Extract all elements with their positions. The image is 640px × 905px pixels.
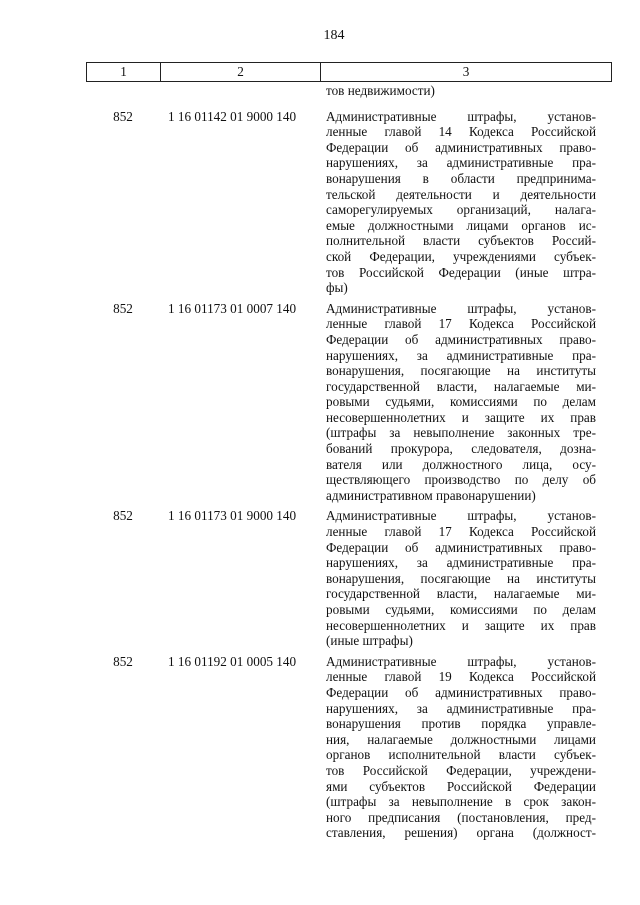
description-line: органов исполнительной власти субъек-: [326, 747, 596, 763]
description-line: ями субъектов Российской Федерации: [326, 778, 596, 794]
header-col-2: 2: [161, 63, 321, 81]
description-line: (штрафы за невыполнение в срок закон-: [326, 794, 596, 810]
table-row: [86, 654, 612, 841]
description-line: Федерации об административных право-: [326, 331, 596, 347]
description-line: вонарушения против порядка управле-: [326, 716, 596, 732]
description-line: Федерации об административных право-: [326, 684, 596, 700]
description-line: ленные главой 17 Кодекса Российской: [326, 524, 596, 540]
table-header: [86, 62, 612, 82]
budget-classification-code-cell: 1 16 01192 01 0005 140: [168, 653, 297, 669]
description-line: вателя или должностного лица, осу-: [326, 456, 596, 472]
description-line: ровыми судьями, комиссиями по делам: [326, 394, 596, 410]
table-row: [86, 301, 612, 504]
description-cell: [320, 654, 610, 841]
description-line: ставления, решения) органа (должност-: [326, 825, 596, 841]
admin-code-cell: [86, 83, 160, 99]
header-col-3: 3: [462, 64, 470, 79]
table-row: [86, 508, 612, 648]
description-line: ской Федерации, учреждениями субъек-: [326, 248, 596, 264]
description-line: несовершеннолетних и защите их прав: [326, 617, 596, 633]
budget-classification-code-cell: 1 16 01142 01 9000 140: [168, 108, 297, 124]
budget-classification-code-cell: [160, 83, 320, 99]
description-line: ленные главой 17 Кодекса Российской: [326, 316, 596, 332]
description-line: Федерации об административных право-: [326, 539, 596, 555]
description-cell: [320, 508, 610, 648]
description-cell: [320, 83, 610, 99]
budget-classification-code-cell: 1 16 01173 01 9000 140: [168, 508, 297, 524]
description-line: тов недвижимости): [326, 83, 435, 98]
description-line: ществляющего производство по делу об: [326, 472, 596, 488]
description-line: тов Российской Федерации, учреждени-: [326, 762, 596, 778]
description-line: ленные главой 14 Кодекса Российской: [326, 124, 596, 140]
description-line: бований прокурора, следователя, дозна-: [326, 441, 596, 457]
description-line: (иные штрафы): [326, 633, 413, 649]
description-line: (штрафы за невыполнение законных тре-: [326, 425, 596, 441]
description-line: фы): [326, 280, 348, 296]
description-cell: [320, 301, 610, 504]
description-line: ного предписания (постановления, пред-: [326, 809, 596, 825]
description-line: нарушениях, за административные пра-: [326, 700, 596, 716]
description-line: нарушениях, за административные пра-: [326, 555, 596, 571]
admin-code-cell: 852: [113, 508, 133, 524]
budget-classification-code-cell: 1 16 01173 01 0007 140: [168, 300, 297, 316]
description-line: ровыми судьями, комиссиями по делам: [326, 602, 596, 617]
description-line: административном правонарушении): [326, 487, 536, 503]
description-line: государственной власти, налагаемые ми-: [326, 378, 596, 394]
description-line: саморегулируемых организаций, налага-: [326, 202, 596, 218]
description-line: вонарушения, посягающие на институты: [326, 363, 596, 379]
description-line: вонарушения, посягающие на институты: [326, 570, 596, 586]
description-line: несовершеннолетних и защите их прав: [326, 409, 596, 425]
table-row: [86, 109, 612, 296]
table-row: [86, 83, 612, 99]
page-number: 184: [323, 28, 345, 43]
table-body: [86, 83, 612, 841]
description-line: Административные штрафы, установ-: [326, 300, 596, 316]
description-line: Административные штрафы, установ-: [326, 108, 596, 124]
admin-code-cell: 852: [113, 300, 133, 316]
description-line: тельской деятельности и деятельности: [326, 186, 596, 202]
header-col-1: 1: [87, 63, 161, 81]
description-line: тов Российской Федерации (иные штра-: [326, 264, 596, 280]
description-line: емые должностными лицами органов ис-: [326, 217, 596, 233]
admin-code-cell: 852: [113, 653, 133, 669]
description-line: ленные главой 19 Кодекса Российской: [326, 669, 596, 685]
description-line: Административные штрафы, установ-: [326, 508, 596, 524]
admin-code-cell: 852: [113, 108, 133, 124]
description-line: нарушениях, за административные пра-: [326, 155, 596, 171]
description-line: Административные штрафы, установ-: [326, 653, 596, 669]
description-line: государственной власти, налагаемые ми-: [326, 586, 596, 602]
description-line: ния, налагаемые должностными лицами: [326, 731, 596, 747]
description-line: Федерации об административных право-: [326, 139, 596, 155]
description-line: нарушениях, за административные пра-: [326, 347, 596, 363]
description-cell: [320, 109, 610, 296]
description-line: вонарушения в области предпринима-: [326, 170, 596, 186]
description-line: полнительной власти субъектов Россий-: [326, 233, 596, 249]
